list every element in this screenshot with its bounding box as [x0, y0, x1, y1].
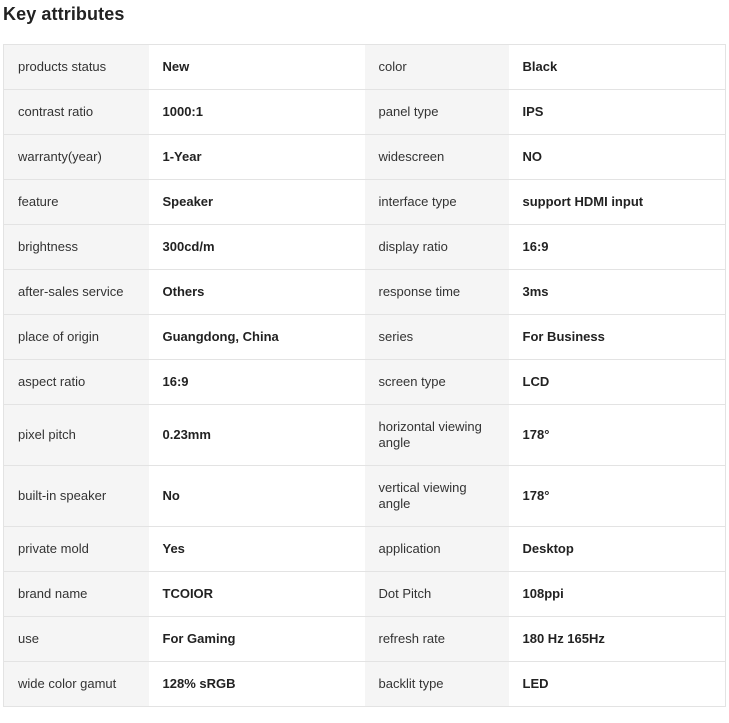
table-row — [4, 45, 726, 90]
attribute-value: 178° — [509, 466, 726, 527]
attribute-value: LCD — [509, 360, 726, 405]
attribute-name: contrast ratio — [4, 90, 149, 135]
attribute-name: panel type — [365, 90, 509, 135]
attribute-name: brand name — [4, 572, 149, 617]
table-row — [4, 270, 726, 315]
attribute-name: place of origin — [4, 315, 149, 360]
attribute-name: color — [365, 45, 509, 90]
attribute-name: warranty(year) — [4, 135, 149, 180]
attribute-name: after-sales service — [4, 270, 149, 315]
attribute-name: vertical viewing angle — [365, 466, 509, 527]
table-row — [4, 527, 726, 572]
attribute-value: New — [149, 45, 365, 90]
attribute-value: 1-Year — [149, 135, 365, 180]
attribute-name: series — [365, 315, 509, 360]
attribute-value: For Gaming — [149, 617, 365, 662]
table-row — [4, 225, 726, 270]
table-row — [4, 180, 726, 225]
attribute-name: feature — [4, 180, 149, 225]
attribute-name: Dot Pitch — [365, 572, 509, 617]
table-row — [4, 572, 726, 617]
attribute-value: NO — [509, 135, 726, 180]
table-row — [4, 135, 726, 180]
table-row — [4, 360, 726, 405]
attribute-value: 1000:1 — [149, 90, 365, 135]
attribute-name: display ratio — [365, 225, 509, 270]
attribute-value: TCOIOR — [149, 572, 365, 617]
attribute-value: Others — [149, 270, 365, 315]
attribute-name: pixel pitch — [4, 405, 149, 466]
table-row — [4, 466, 726, 527]
section-title: Key attributes — [3, 4, 125, 24]
attribute-name: private mold — [4, 527, 149, 572]
attribute-name: refresh rate — [365, 617, 509, 662]
table-row — [4, 617, 726, 662]
attribute-value: 180 Hz 165Hz — [509, 617, 726, 662]
attribute-value: support HDMI input — [509, 180, 726, 225]
attribute-value: No — [149, 466, 365, 527]
table-row — [4, 315, 726, 360]
attribute-value: Black — [509, 45, 726, 90]
attribute-value: 128% sRGB — [149, 662, 365, 707]
attribute-name: response time — [365, 270, 509, 315]
table-row — [4, 90, 726, 135]
attribute-value: Desktop — [509, 527, 726, 572]
attribute-name: application — [365, 527, 509, 572]
table-row — [4, 405, 726, 466]
attribute-name: backlit type — [365, 662, 509, 707]
attribute-value: Guangdong, China — [149, 315, 365, 360]
attribute-name: built-in speaker — [4, 466, 149, 527]
attribute-name: brightness — [4, 225, 149, 270]
attribute-name: screen type — [365, 360, 509, 405]
attribute-value: 300cd/m — [149, 225, 365, 270]
table-row — [4, 662, 726, 707]
attribute-name: products status — [4, 45, 149, 90]
attribute-value: For Business — [509, 315, 726, 360]
key-attributes-table — [3, 44, 726, 707]
attribute-name: wide color gamut — [4, 662, 149, 707]
attribute-value: 3ms — [509, 270, 726, 315]
attribute-name: interface type — [365, 180, 509, 225]
attribute-name: use — [4, 617, 149, 662]
attribute-value: LED — [509, 662, 726, 707]
attribute-value: 0.23mm — [149, 405, 365, 466]
attribute-value: 16:9 — [509, 225, 726, 270]
attribute-value: 108ppi — [509, 572, 726, 617]
attribute-name: widescreen — [365, 135, 509, 180]
attribute-value: 178° — [509, 405, 726, 466]
attribute-value: Yes — [149, 527, 365, 572]
attribute-name: aspect ratio — [4, 360, 149, 405]
attribute-value: IPS — [509, 90, 726, 135]
attribute-name: horizontal viewing angle — [365, 405, 509, 466]
attribute-value: 16:9 — [149, 360, 365, 405]
attribute-value: Speaker — [149, 180, 365, 225]
